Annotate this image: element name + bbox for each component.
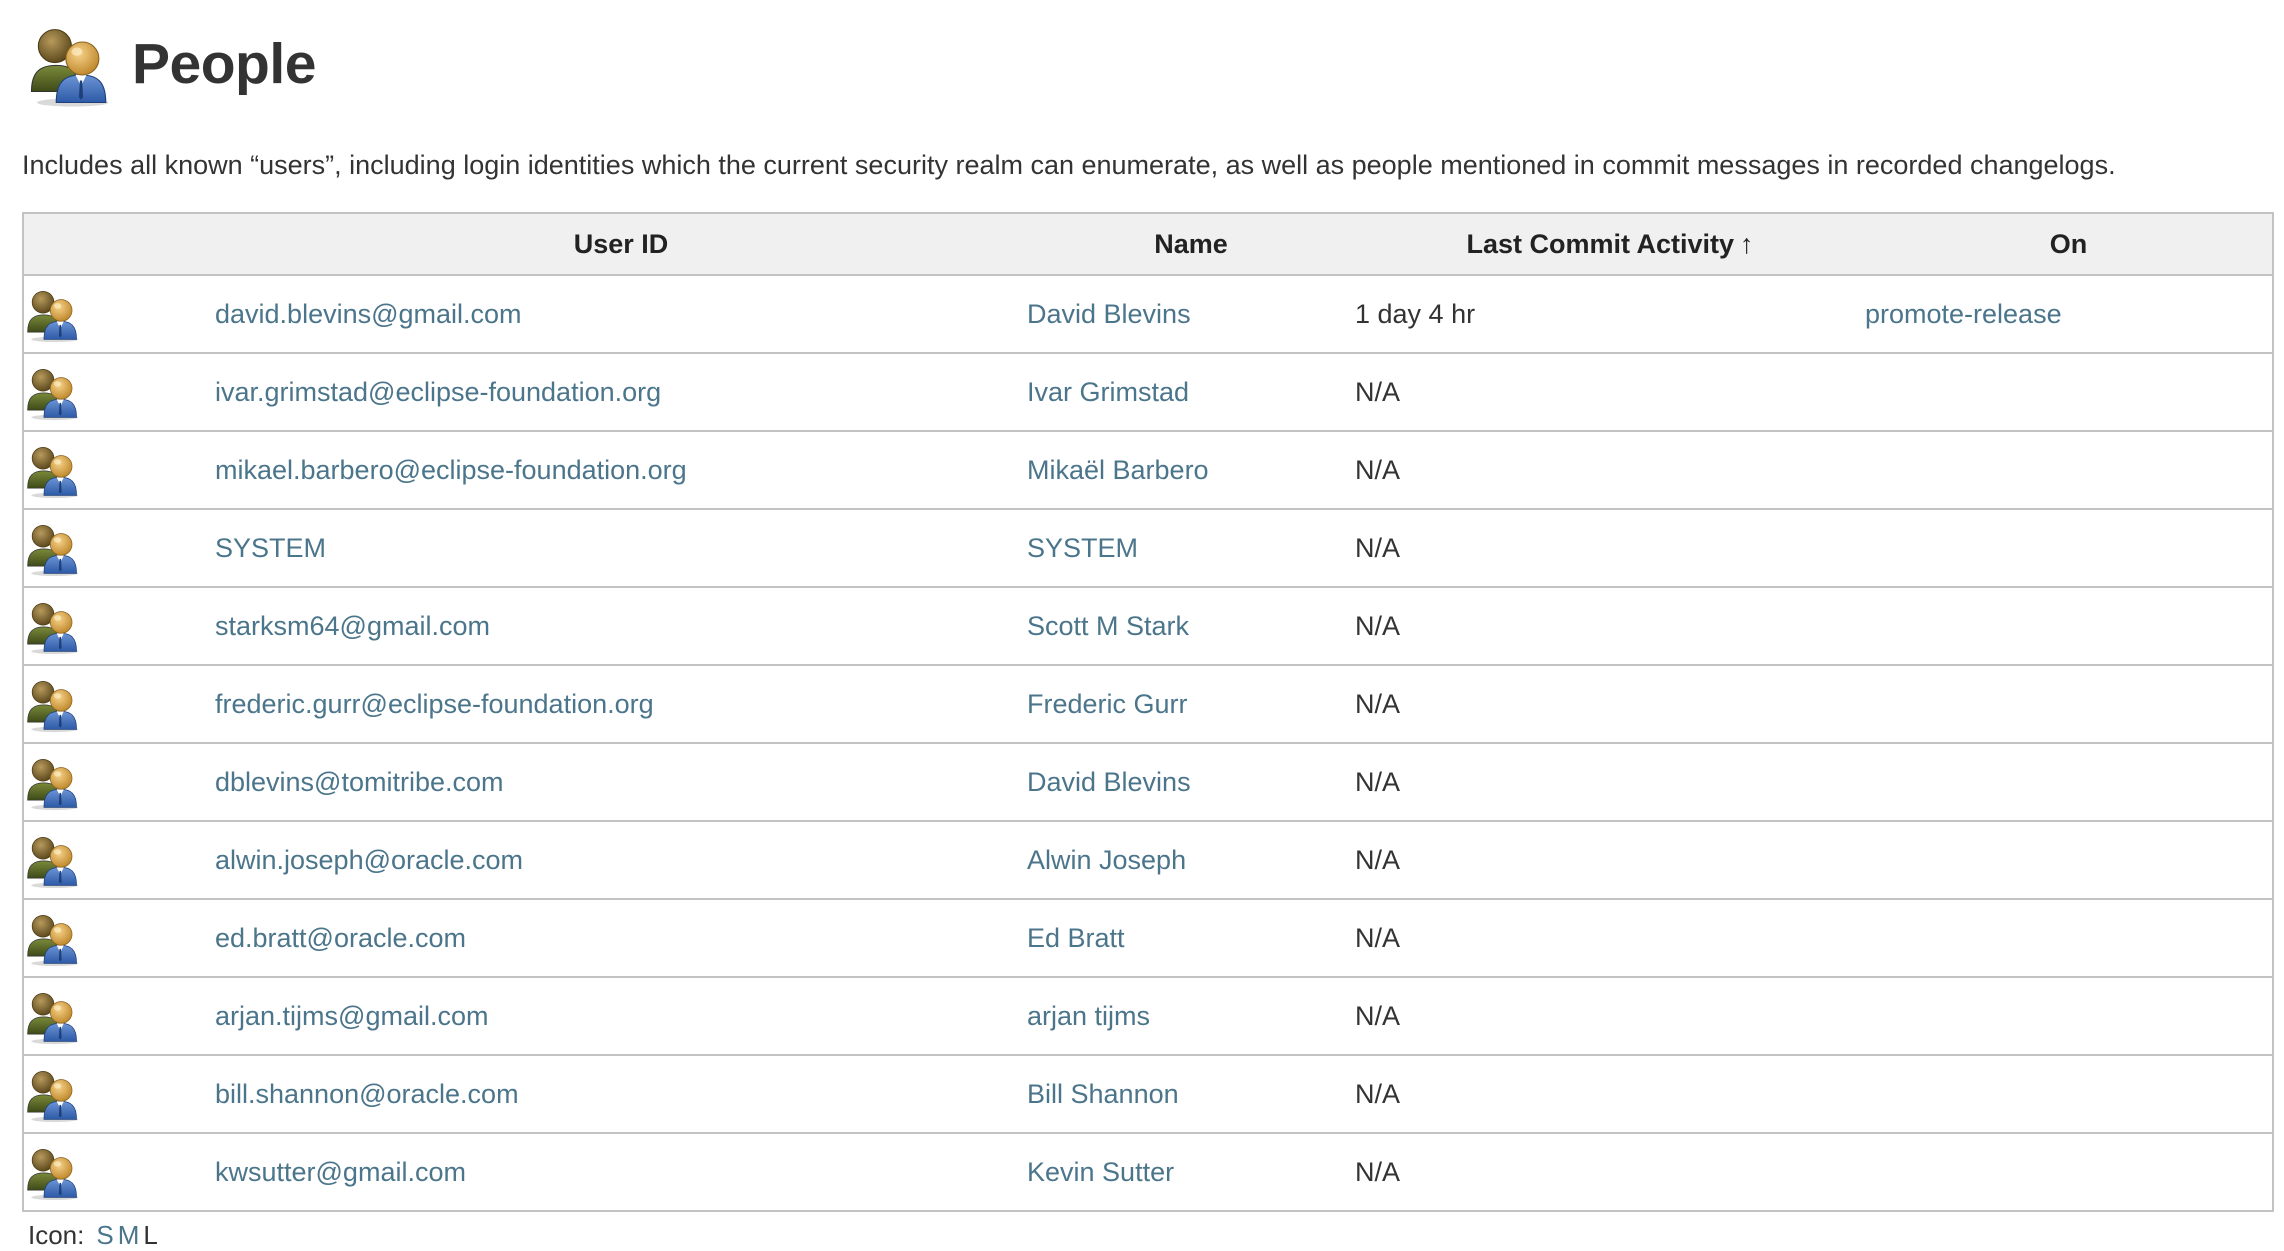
last-commit-cell: N/A [1355, 353, 1865, 431]
table-row [23, 353, 2273, 431]
user-icon-cell [23, 353, 215, 431]
user-id-link[interactable]: ed.bratt@oracle.com [215, 922, 467, 953]
column-header-name[interactable]: Name [1027, 213, 1355, 275]
commit-on-cell [1865, 587, 2273, 665]
user-id-link[interactable]: arjan.tijms@gmail.com [215, 1000, 489, 1031]
table-row [23, 587, 2273, 665]
commit-on-cell [1865, 1133, 2273, 1211]
user-id-link[interactable]: SYSTEM [215, 532, 327, 563]
user-id-cell [215, 1133, 1027, 1211]
user-icon-cell [23, 587, 215, 665]
commit-on-cell [1865, 275, 2273, 353]
user-id-cell [215, 275, 1027, 353]
user-avatar-icon [24, 363, 82, 421]
user-avatar-icon [24, 519, 82, 577]
user-name-cell [1027, 1055, 1355, 1133]
user-name-cell [1027, 353, 1355, 431]
user-icon-cell [23, 275, 215, 353]
user-avatar-icon [24, 597, 82, 655]
last-commit-cell: N/A [1355, 431, 1865, 509]
user-avatar-icon [24, 441, 82, 499]
user-name-cell [1027, 587, 1355, 665]
column-header-on[interactable]: On [1865, 213, 2273, 275]
user-name-cell [1027, 821, 1355, 899]
user-name-link[interactable]: Alwin Joseph [1027, 844, 1187, 875]
user-name-cell [1027, 977, 1355, 1055]
user-name-cell [1027, 899, 1355, 977]
user-name-cell [1027, 275, 1355, 353]
user-name-link[interactable]: Bill Shannon [1027, 1078, 1179, 1109]
user-id-link[interactable]: alwin.joseph@oracle.com [215, 844, 524, 875]
last-commit-cell: N/A [1355, 1055, 1865, 1133]
user-icon-cell [23, 821, 215, 899]
user-id-link[interactable]: ivar.grimstad@eclipse-foundation.org [215, 376, 662, 407]
page-header [26, 20, 316, 108]
user-name-link[interactable]: SYSTEM [1027, 532, 1139, 563]
user-avatar-icon [24, 909, 82, 967]
user-id-cell [215, 743, 1027, 821]
user-avatar-icon [24, 753, 82, 811]
user-id-cell [215, 1055, 1027, 1133]
column-header-icon [23, 213, 215, 275]
user-icon-cell [23, 431, 215, 509]
icon-size-medium-link[interactable]: M [117, 1220, 140, 1250]
last-commit-cell: N/A [1355, 899, 1865, 977]
user-name-link[interactable]: Scott M Stark [1027, 610, 1190, 641]
user-avatar-icon [24, 831, 82, 889]
user-id-cell [215, 665, 1027, 743]
user-name-link[interactable]: David Blevins [1027, 298, 1191, 329]
commit-on-cell [1865, 1055, 2273, 1133]
table-row [23, 509, 2273, 587]
user-id-cell [215, 821, 1027, 899]
user-name-link[interactable]: Ed Bratt [1027, 922, 1125, 953]
user-avatar-icon [24, 1143, 82, 1201]
page-description: Includes all known “users”, including login identities which the current security realm can enumerate, as well as people mentioned in commit messages in recorded changelogs. [22, 150, 2116, 180]
user-name-cell [1027, 1133, 1355, 1211]
user-avatar-icon [24, 675, 82, 733]
user-icon-cell [23, 1133, 215, 1211]
table-row [23, 275, 2273, 353]
user-avatar-icon [24, 285, 82, 343]
icon-size-small-link[interactable]: S [96, 1220, 114, 1250]
user-id-link[interactable]: frederic.gurr@eclipse-foundation.org [215, 688, 654, 719]
people-icon [26, 20, 114, 108]
user-id-cell [215, 977, 1027, 1055]
user-name-link[interactable]: arjan tijms [1027, 1000, 1151, 1031]
user-icon-cell [23, 1055, 215, 1133]
user-icon-cell [23, 977, 215, 1055]
user-icon-cell [23, 665, 215, 743]
commit-on-cell [1865, 665, 2273, 743]
table-row [23, 1133, 2273, 1211]
user-id-cell [215, 509, 1027, 587]
commit-on-cell [1865, 353, 2273, 431]
user-icon-cell [23, 509, 215, 587]
last-commit-cell: N/A [1355, 587, 1865, 665]
user-name-cell [1027, 509, 1355, 587]
last-commit-cell: N/A [1355, 977, 1865, 1055]
commit-on-cell [1865, 509, 2273, 587]
user-name-link[interactable]: David Blevins [1027, 766, 1191, 797]
table-row [23, 431, 2273, 509]
user-name-link[interactable]: Kevin Sutter [1027, 1156, 1175, 1187]
user-name-cell [1027, 431, 1355, 509]
last-commit-cell: N/A [1355, 1156, 1401, 1187]
icon-size-selector [28, 1220, 158, 1251]
icon-size-label: Icon: [28, 1220, 85, 1250]
table-header-row [23, 213, 2273, 275]
table-row [23, 899, 2273, 977]
user-id-link[interactable]: dblevins@tomitribe.com [215, 766, 504, 797]
commit-on-cell [1865, 899, 2273, 977]
commit-on-cell [1865, 977, 2273, 1055]
user-id-link[interactable]: mikael.barbero@eclipse-foundation.org [215, 454, 687, 485]
user-id-cell [215, 431, 1027, 509]
user-avatar-icon [24, 987, 82, 1045]
table-row [23, 1055, 2273, 1133]
user-id-link[interactable]: kwsutter@gmail.com [215, 1156, 466, 1187]
user-id-cell [215, 587, 1027, 665]
last-commit-cell: 1 day 4 hr [1355, 275, 1865, 353]
commit-on-cell [1865, 821, 2273, 899]
user-id-link[interactable]: starksm64@gmail.com [215, 610, 490, 641]
user-name-link[interactable]: Mikaël Barbero [1027, 454, 1209, 485]
column-header-user-id[interactable]: User ID [215, 213, 1027, 275]
user-id-link[interactable]: bill.shannon@oracle.com [215, 1078, 519, 1109]
job-link[interactable]: promote-release [1865, 298, 2062, 329]
commit-on-cell [1865, 431, 2273, 509]
table-row [23, 977, 2273, 1055]
page-title: People [132, 32, 316, 96]
last-commit-cell: N/A [1355, 743, 1865, 821]
last-commit-cell: N/A [1355, 821, 1865, 899]
user-avatar-icon [24, 1065, 82, 1123]
icon-size-large-current: L [143, 1220, 158, 1250]
user-id-link[interactable]: david.blevins@gmail.com [215, 298, 522, 329]
last-commit-cell: N/A [1355, 509, 1865, 587]
user-icon-cell [23, 743, 215, 821]
user-id-cell [215, 353, 1027, 431]
column-header-last-commit[interactable]: Last Commit Activity ↑ [1355, 213, 1865, 275]
commit-on-cell [1865, 743, 2273, 821]
sort-ascending-icon: ↑ [1740, 228, 1754, 259]
user-name-cell [1027, 665, 1355, 743]
user-name-cell [1027, 743, 1355, 821]
user-name-link[interactable]: Ivar Grimstad [1027, 376, 1190, 407]
last-commit-cell: N/A [1355, 665, 1865, 743]
user-id-cell [215, 899, 1027, 977]
user-icon-cell [23, 899, 215, 977]
table-row [23, 821, 2273, 899]
people-table [22, 212, 2274, 1212]
user-name-link[interactable]: Frederic Gurr [1027, 688, 1188, 719]
table-row [23, 665, 2273, 743]
table-row [23, 743, 2273, 821]
